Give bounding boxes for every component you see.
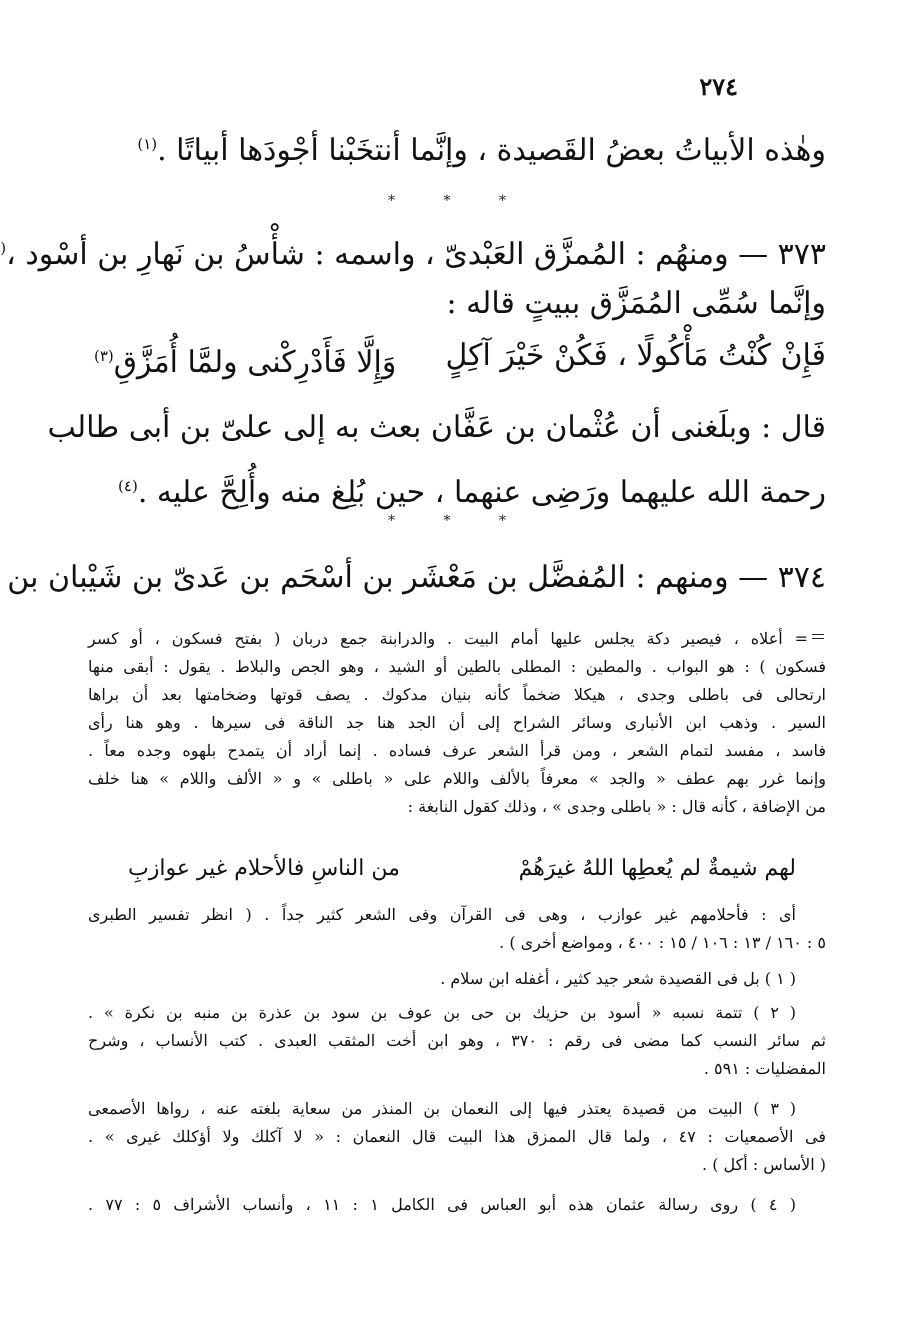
section-separator: * * * [388,193,528,209]
note-line: = أعلاه ، فيصير دكة يجلس عليها أمام البيت . والدرابنة جمع دربان ( بفتح فسكون ، أو كسر [88,629,809,648]
body-line-4: قال : وبلَغنى أن عُثْمان بن عَفَّان بعث به إلى علىّ بن أبى طالب [47,410,826,445]
body-line-1 [90,124,826,171]
poetry-verse [90,334,826,378]
footnote-ref-1: (١) [137,135,158,153]
body-line-5 [90,466,826,513]
note-line: السير . وذهب ابن الأنبارى وسائر الشراح إلى أن الجد هنا جد الناقة فى سيرها . وهو هنا رأى [88,713,826,732]
verse-hemistich-2: من الناسِ فالأحلام غير عوازبِ [128,856,400,881]
verse-hemistich-2 [90,334,396,385]
footnote-2-cont: المفضليات : ٥٩١ . [703,1059,826,1078]
footnote-3-cont: فى الأصمعيات : ٤٧ ، ولما قال الممزق هذا البيت قال النعمان : « لا آكلك ولا أؤكلك غيرى » . [88,1127,826,1146]
footnote-3-cont: ( الأساس : أكل ) . [702,1155,826,1174]
note-poetry-verse [88,852,796,886]
footnote-3: ( ٣ ) البيت من قصيدة يعتذر فيها إلى النعمان بن المنذر من سعاية بلغته عنه ، رواها الأصمعى [88,1099,797,1118]
footnote-4: ( ٤ ) روى رسالة عثمان هذه أبو العباس فى الكامل ١ : ١١ ، وأنساب الأشراف ٥ : ٧٧ . [88,1195,797,1214]
continuation-mark [812,634,824,639]
page-number: ٢٧٤ [699,72,738,101]
verse-hemistich-1: فَإِنْ كُنْتُ مَأْكُولًا ، فَكُنْ خَيْرَ آكِلٍ [445,338,826,373]
body-line-6: ٣٧٤ — ومنهم : المُفضَّل بن مَعْشَر بن أسْحَم بن عَدىّ بن شَيْبان بن [7,560,826,595]
footnote-ref-4: (٤) [118,477,138,495]
body-line-2 [0,228,826,275]
note-line: فاسد ، مفسد لتمام الشعر ، ومن قرأ الشعر عرف فساده . إنما أراد أن يتمدح بلهوه وجده معاً . [88,741,826,760]
verse-hemistich-1: لهم شيمةٌ لم يُعطِها اللهُ غيرَهُمْ [518,856,796,881]
note-line: وإنما غرر بهم عطف « والجد » معرفاً بالألف واللام على « باطلى » و « الألف واللام » هنا خلف [88,769,827,788]
footnote-2-cont: ثم سائر النسب كما مضى فى رقم : ٣٧٠ ، وهو ابن أخت المثقب العبدى . كتب الأنساب ، وشرح [88,1031,826,1050]
section-separator: * * * [388,513,528,529]
note-line: ارتحالى فى باطلى وجدى ، هيكلا ضخماً كأنه بنيان مدكوك . يصف قوتها وضخامتها بعد أن براها [88,685,826,704]
note-line: ٥ : ١٦٠ / ١٣ : ١٠٦ / ١٥ : ٤٠٠ ، ومواضع أخرى ) . [499,933,826,952]
footnote-ref-3: (٣) [94,347,114,365]
body-text: ٣٧٣ — ومنهُم : المُمزَّق العَبْدىّ ، واسمه : شأْسُ بن نَهارِ بن أسْود ، [6,237,826,272]
body-line-3: وإنَّما سُمِّى المُمَزَّق ببيتٍ قاله : [446,286,826,321]
note-line: من الإضافة ، كأنه قال : « باطلى وجدى » ، وذلك كقول النابغة : [407,797,826,816]
footnote-1: ( ١ ) بل فى القصيدة شعر جيد كثير ، أغفله ابن سلام . [440,969,796,988]
body-text: وهٰذه الأبياتُ بعضُ القَصيدة ، وإنَّما أنتخَبْنا أجْودَها أبياتًا . [157,133,826,168]
body-text: رحمة الله عليهما ورَضِى عنهما ، حين بُلِغ منه وأُلِحَّ عليه . [137,475,826,510]
verse-text: وَإِلَّا فَأَدْرِكْنى ولمَّا أُمَزَّقِ [113,345,397,380]
footnote-ref-2: ( [0,239,7,257]
note-line: أى : فأحلامهم غير عوازب ، وهى فى القرآن وفى الشعر كثير جداً . ( انظر تفسير الطبرى [88,905,796,924]
note-line: فسكون ) : هو البواب . والمطين : المطلى بالطين أو الشيد ، وهو الجص والبلاط . يقول : أبقى منها [88,657,826,676]
footnote-2: ( ٢ ) تتمة نسبه « أسود بن حزيك بن حى بن عوف بن سود بن عذرة بن منبه بن نكرة » . [88,1003,797,1022]
